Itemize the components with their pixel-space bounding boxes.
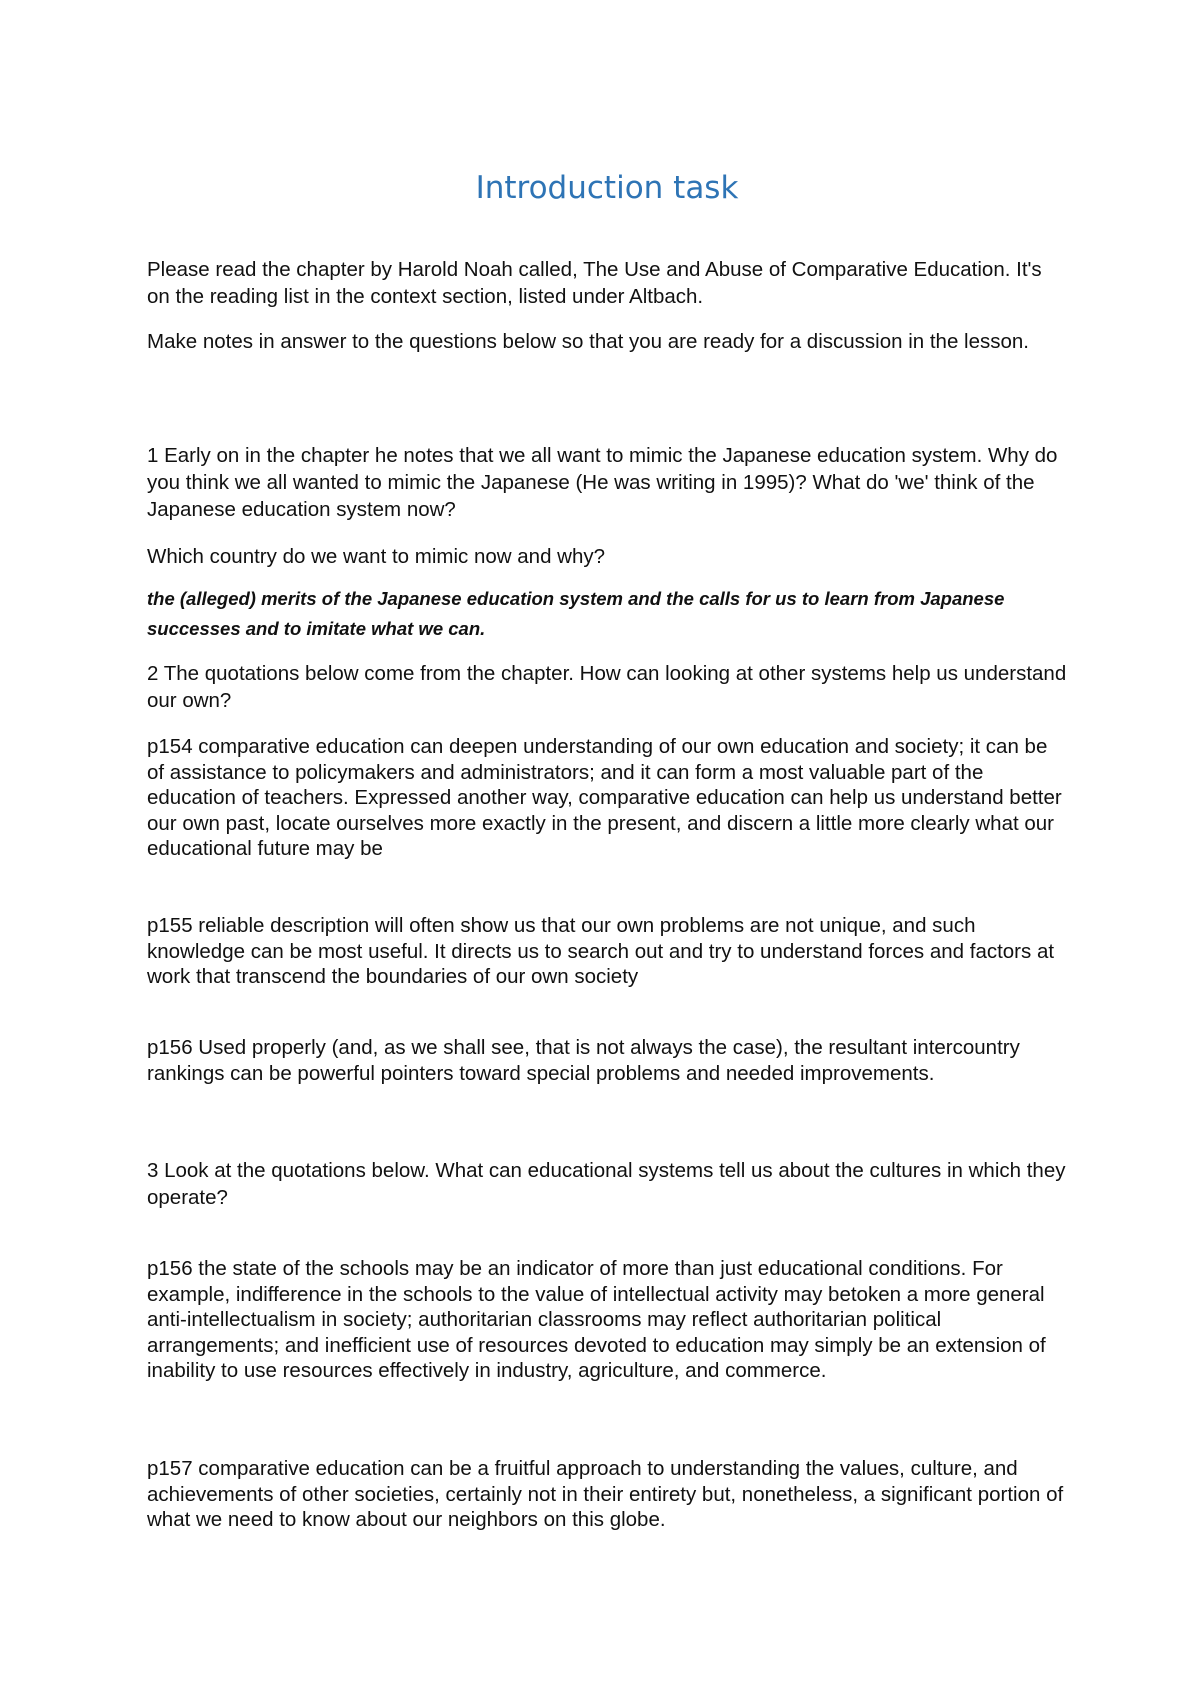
quote-p156-rankings: p156 Used properly (and, as we shall see, that is not always the case), the resultant intercountry rankings can be powerful pointers toward special problems and needed improvements. <box>147 1036 1020 1085</box>
instructions-paragraph: Make notes in answer to the questions below so that you are ready for a discussion in the lesson. <box>147 330 1030 353</box>
quote-p155: p155 reliable description will often show us that our own problems are not unique, and such knowledge can be most useful. It directs us to search out and try to understand forces and factors at work that transcend the boundaries of our own society <box>147 914 1055 988</box>
quote-p157: p157 comparative education can be a fruitful approach to understanding the values, culture, and achievements of other societies, certainly not in their entirety but, nonetheless, a significant portion of what we need to know about our neighbors on this globe. <box>147 1457 1064 1531</box>
intro-paragraph: Please read the chapter by Harold Noah called, The Use and Abuse of Comparative Education. It's on the reading list in the context section, listed under Altbach. <box>147 258 1042 308</box>
question-1-followup: Which country do we want to mimic now and why? <box>147 545 606 568</box>
question-2: 2 The quotations below come from the chapter. How can looking at other systems help us understand our own? <box>147 662 1067 712</box>
page-title: Introduction task <box>475 170 739 206</box>
question-3: 3 Look at the quotations below. What can educational systems tell us about the cultures in which they operate? <box>147 1159 1066 1209</box>
question-1: 1 Early on in the chapter he notes that we all want to mimic the Japanese education system. Why do you think we all wanted to mimic the Japanese (He was writing in 1995)? What do 'we' think of the Japanese education system now? <box>147 444 1058 521</box>
quote-p156-schools: p156 the state of the schools may be an indicator of more than just educational conditions. For example, indifference in the schools to the value of intellectual activity may betoken a more general anti-intellectualism in society; authoritarian classrooms may reflect authoritarian political arrangements; and inefficient use of resources devoted to education may simply be an extension of inability to use resources effectively in industry, agriculture, and commerce. <box>147 1257 1046 1382</box>
question-1-quote: the (alleged) merits of the Japanese education system and the calls for us to learn from Japanese successes and to imitate what we can. <box>147 588 1005 639</box>
quote-p154: p154 comparative education can deepen understanding of our own education and society; it can be of assistance to policymakers and administrators; and it can form a most valuable part of the education of teachers. Expressed another way, comparative education can help us understand better our own past, locate ourselves more exactly in the present, and discern a little more clearly what our educational future may be <box>147 735 1062 860</box>
